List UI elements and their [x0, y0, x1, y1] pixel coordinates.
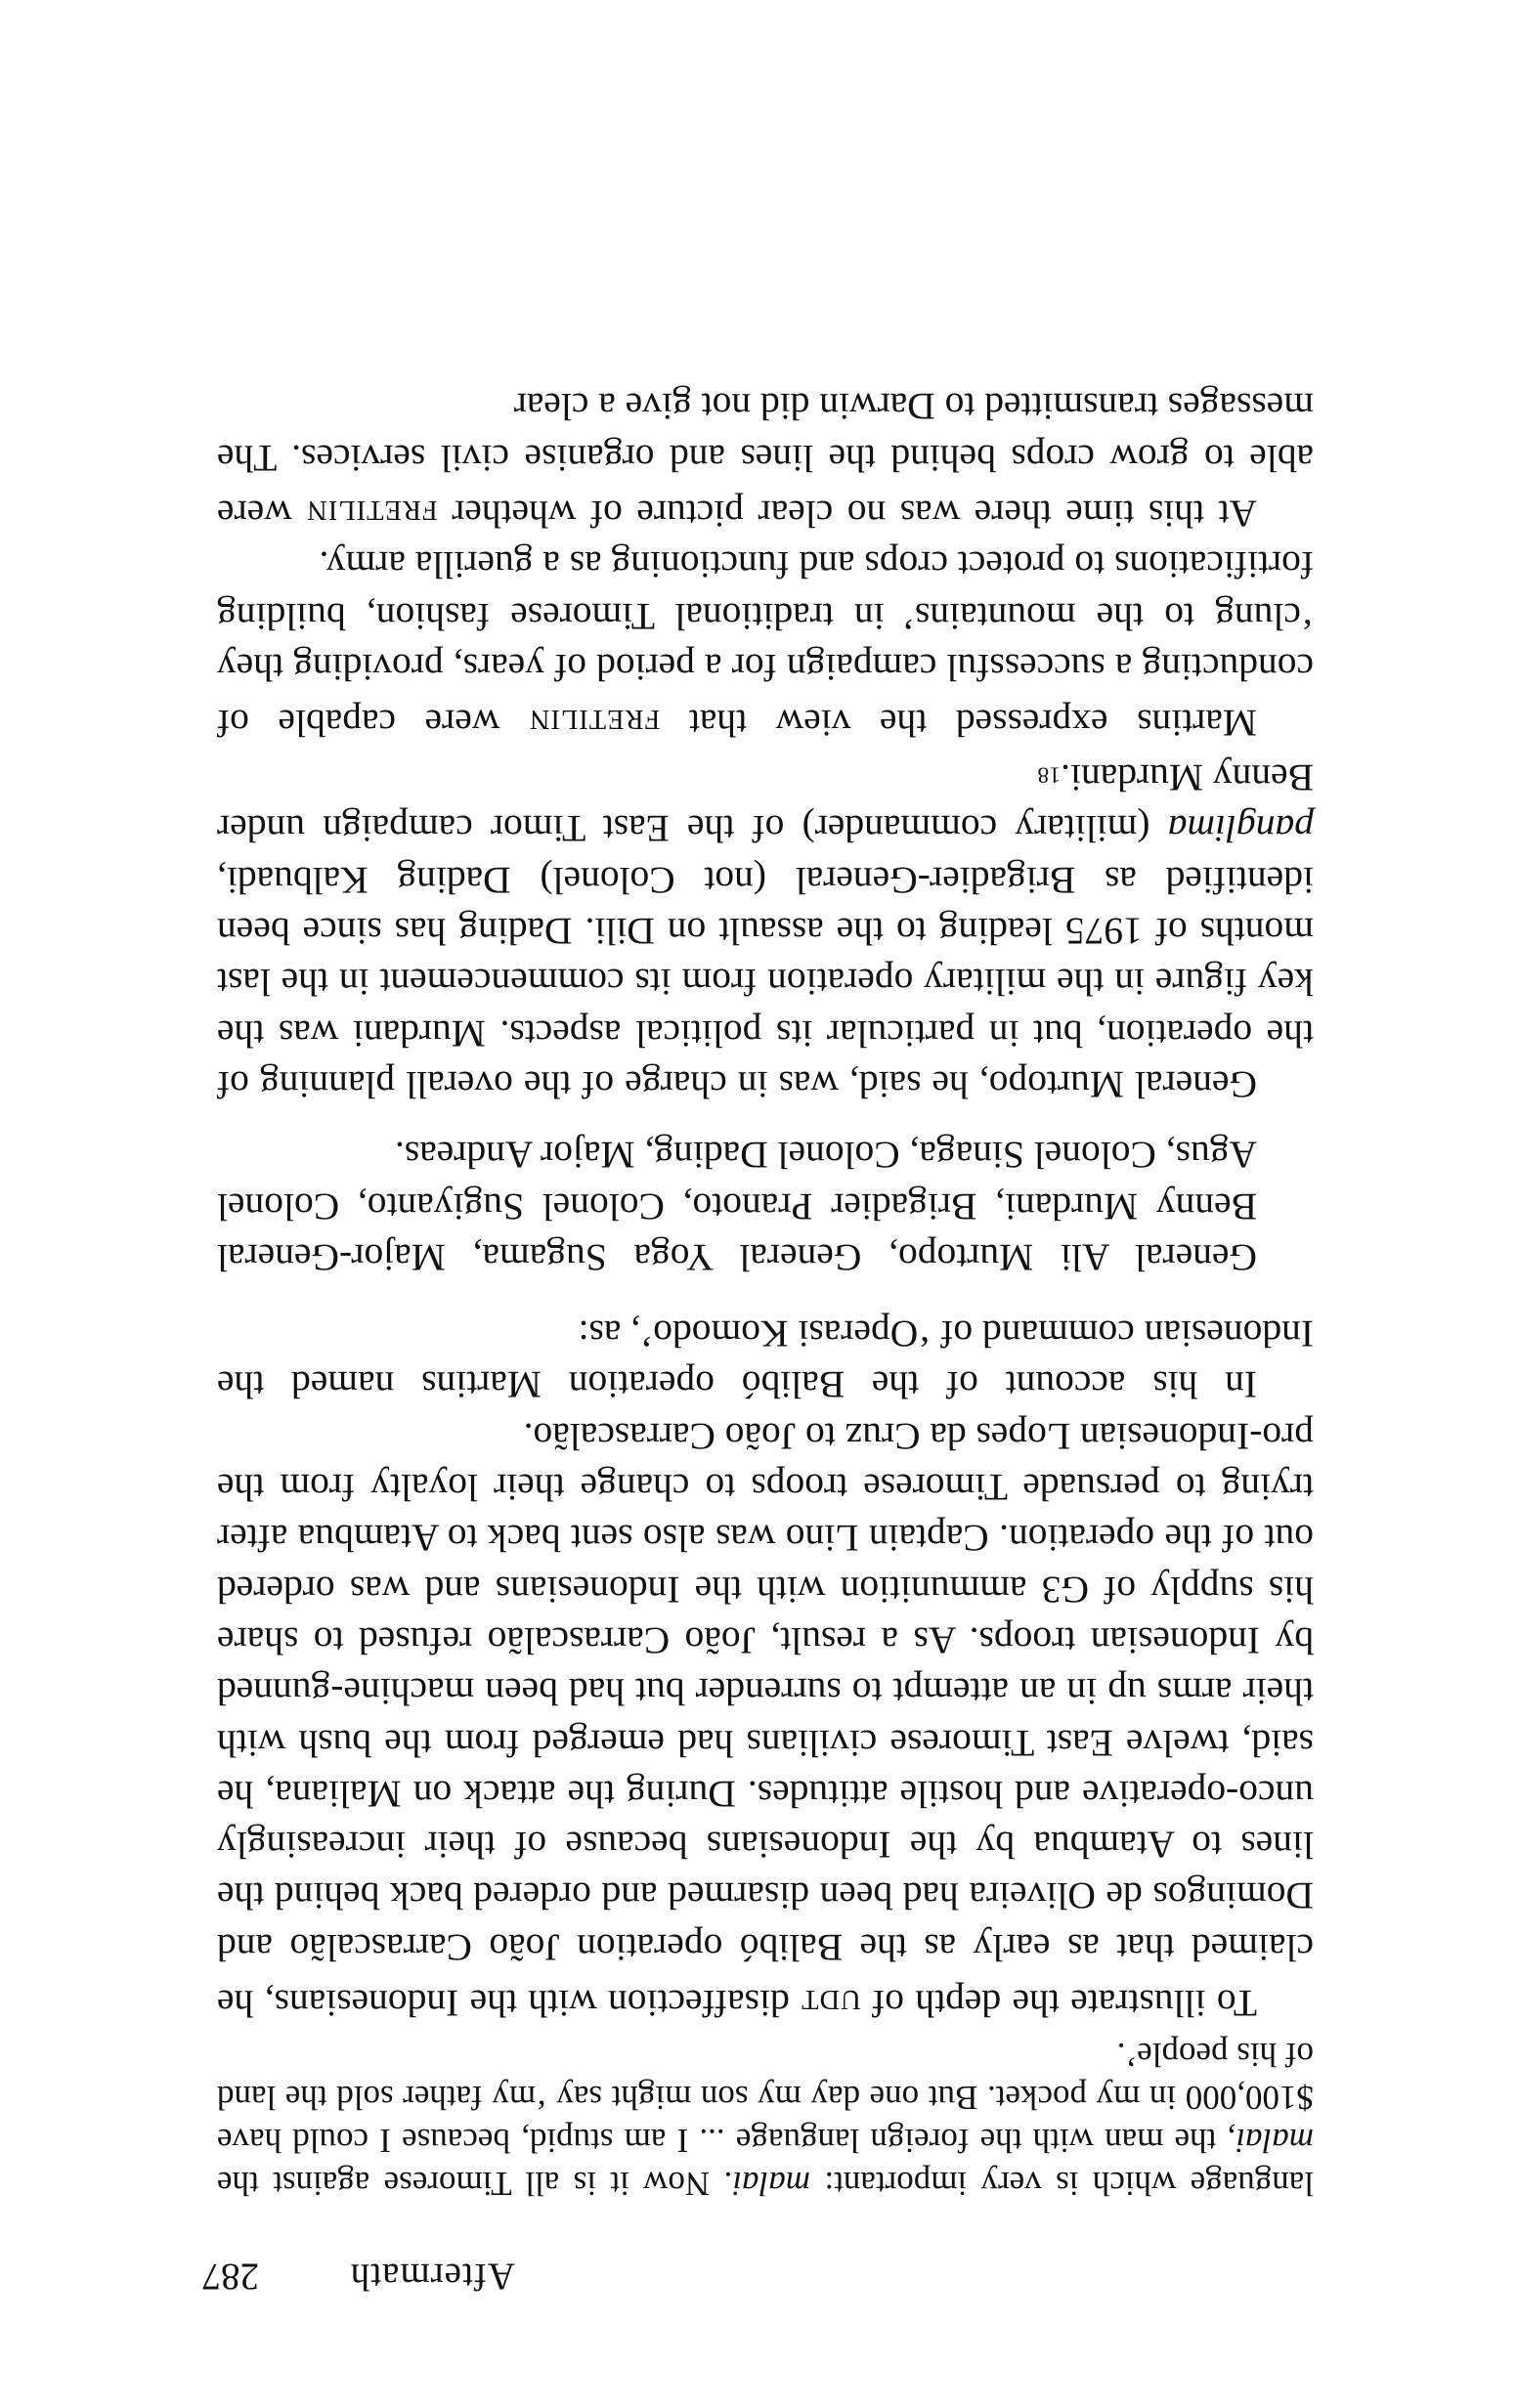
paragraph — [217, 381, 1314, 539]
italic-term: panglima — [1167, 807, 1314, 851]
paragraph-text: were capable of conducting a successful campaign for a period of years, providing they ‘clung to the mountains’ in traditional Timorese fashion, building fortifications to protect crops and functioning as a guerilla army. — [216, 543, 1314, 746]
paragraph-text: General Murtopo, he said, was in charge of the overall planning of the operation, but in particular its political aspects. Murdani was the key figure in the military operation from its commencement in the last months of 1975 leading to the assault on Dili. Dading has since been identified as Brigadier-General (not Colonel) Dading Kalbuadi, — [217, 858, 1314, 1106]
command-list-quote — [217, 1130, 1314, 1283]
paragraph — [217, 1309, 1314, 1411]
quote-italic-term: malai — [732, 2165, 811, 2203]
text-block — [217, 381, 1314, 2205]
paragraph-text: were able to grow crops behind the lines and organise civil services. The messages transmitted to Darwin did not give a clear — [217, 385, 1314, 537]
paragraph-text: To illustrate the depth of — [860, 1982, 1257, 2025]
quote-text: General Ali Murtopo, General Yoga Sugama, Major-General Benny Murdani, Brigadier Pranoto, Colonel Sugiyanto, Colonel Agus, Colonel Sinaga, Colonel Dading, Major Andreas. — [217, 1134, 1257, 1279]
quote-text: , the man with the foreign language ... I am stupid, because I could have $100,000 in my pocket. But one day my son might say ‘my father sold the land of his people’. — [217, 2036, 1314, 2160]
page-number: 287 — [201, 2256, 259, 2298]
quote-italic-term: malai — [1235, 2122, 1314, 2160]
quote-text: . Now it is all Timorese against the — [217, 2165, 733, 2203]
quote-text: language which is very important: — [810, 2165, 1314, 2203]
small-caps-term: FRETILIN — [528, 704, 661, 735]
block-quote — [217, 2033, 1314, 2205]
paragraph-text: At this time there was no clear picture of whether — [437, 493, 1257, 537]
small-caps-term: FRETILIN — [306, 494, 438, 526]
paragraph-text: Martins expressed the view that — [660, 702, 1257, 746]
paragraph-text: In his account of the Balibó operation Martins named the Indonesian command of ‘Operasi Komodo’, as: — [217, 1312, 1314, 1407]
page-header — [0, 2240, 1517, 2299]
paragraph — [217, 539, 1314, 749]
paragraph-text: (military commander) of the East Timor campaign under Benny Murdani. — [217, 756, 1314, 851]
small-caps-term: UDT — [801, 1984, 861, 2014]
footnote-marker: 18 — [1037, 761, 1062, 788]
running-head: Aftermath — [349, 2256, 515, 2298]
paragraph — [217, 1410, 1314, 2029]
paragraph — [217, 749, 1314, 1110]
paragraph-text: disaffection with the Indonesians, he claimed that as early as the Balibó operation João Carrascalão and Domingos de Oliveira had been disarmed and ordered back behind the lines to Atambua by the Indonesians because of their increasingly unco-operative and hostile attitudes. During the attack on Maliana, he said, twelve East Timorese civilians had emerged from the bush with their arms up in an attempt to surrender but had been machine-gunned by Indonesian troops. As a result, João Carrascalão refused to share his supply of G3 ammunition with the Indonesians and was ordered out of the operation. Captain Lino was also sent back to Atambua after trying to persuade Timorese troops to change their loyalty from the pro-Indonesian Lopes da Cruz to João Carrascalão. — [216, 1414, 1314, 2025]
